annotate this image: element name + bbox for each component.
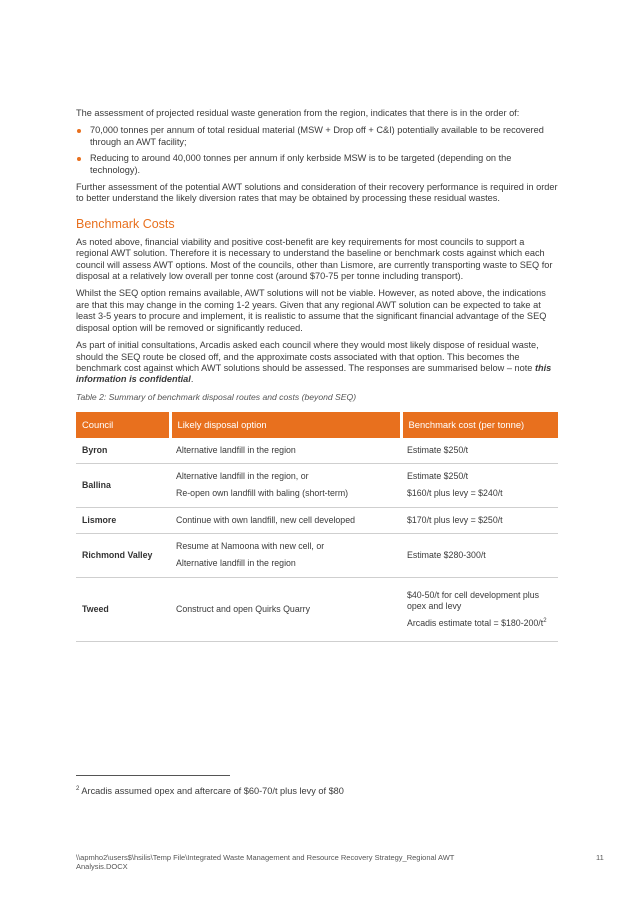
consultation-text: As part of initial consultations, Arcadis asked each council where they would most likely dispose of residual waste, should the SEQ route be closed off, and the approximate costs associated with that option. This becomes the benchmark cost against which AWT solutions should be assessed. The responses are summarised below – note xyxy=(76,340,539,373)
page-number: 11 xyxy=(596,853,604,862)
cost-line xyxy=(407,615,552,632)
bullet-item: Reducing to around 40,000 tonnes per annum if only kerbside MSW is to be targeted (depending on the technology). xyxy=(76,153,558,176)
further-assessment-paragraph: Further assessment of the potential AWT solutions and consideration of their recovery performance is required in order to better understand the likely diversion rates that may be obtained by processing these residual wastes. xyxy=(76,182,558,204)
council-cell: Byron xyxy=(76,438,170,464)
header-council: Council xyxy=(76,412,170,438)
footnote-number: 2 xyxy=(76,785,80,792)
table-header-row xyxy=(76,412,558,438)
intro-paragraph: The assessment of projected residual waste generation from the region, indicates that there is in the order of: xyxy=(76,108,520,118)
option-line: Resume at Namoona with new cell, or xyxy=(176,541,325,552)
benchmark-table xyxy=(76,412,558,642)
benchmark-paragraph: As noted above, financial viability and positive cost-benefit are key requirements for most councils to support a regional AWT solution. Therefore it is necessary to understand the baseline or benchmark costs against which each council will assess AWT options. Most of the councils, other than Lismore, are currently transporting waste to SEQ for disposal at a relatively low overall per tonne cost (around $70-75 per tonne including transport). xyxy=(76,236,553,282)
footnote-text: Arcadis assumed opex and aftercare of $60-70/t plus levy of $80 xyxy=(81,786,344,796)
council-cell: Richmond Valley xyxy=(76,533,170,577)
consultation-paragraph xyxy=(76,340,558,386)
header-benchmark-cost: Benchmark cost (per tonne) xyxy=(401,412,558,438)
option-cell xyxy=(170,533,401,577)
council-cell: Ballina xyxy=(76,463,170,507)
table-row xyxy=(76,507,558,533)
cost-line: $170/t plus levy = $250/t xyxy=(407,514,503,525)
footnote-reference: 2 xyxy=(543,617,547,624)
cost-line: $160/t plus levy = $240/t xyxy=(407,488,503,499)
consultation-end: . xyxy=(190,374,194,385)
cost-line-text: Arcadis estimate total = $180-200/t xyxy=(407,617,544,628)
footer-file-path: \\apmho2\users$\hsilis\Temp File\Integrated Waste Management and Resource Recovery Strategy_Regional AWT Analysis.DOCX xyxy=(76,853,455,871)
header-disposal-option: Likely disposal option xyxy=(170,412,401,438)
table-row xyxy=(76,463,558,507)
cost-cell xyxy=(401,463,558,507)
confidential-note: this information is confidential xyxy=(76,362,552,385)
council-cell: Lismore xyxy=(76,507,170,533)
council-cell: Tweed xyxy=(76,577,170,641)
option-cell xyxy=(170,463,401,507)
table-row xyxy=(76,577,558,641)
option-line: Alternative landfill in the region, or xyxy=(176,471,309,482)
cost-line: Estimate $280-300/t xyxy=(407,549,486,560)
option-line: Alternative landfill in the region xyxy=(176,558,296,569)
option-cell xyxy=(170,507,401,533)
option-line: Construct and open Quirks Quarry xyxy=(176,603,310,614)
option-line: Alternative landfill in the region xyxy=(176,444,296,455)
cost-cell xyxy=(401,533,558,577)
option-line: Continue with own landfill, new cell developed xyxy=(176,514,355,525)
cost-line: Estimate $250/t xyxy=(407,444,469,455)
cost-cell xyxy=(401,507,558,533)
footnote xyxy=(76,786,344,796)
cost-cell xyxy=(401,438,558,464)
table-caption: Table 2: Summary of benchmark disposal routes and costs (beyond SEQ) xyxy=(76,391,357,402)
option-cell xyxy=(170,577,401,641)
bullet-item: 70,000 tonnes per annum of total residual material (MSW + Drop off + C&I) potentially available to be recovered through an AWT facility; xyxy=(76,125,558,148)
table-row xyxy=(76,438,558,464)
option-line: Re-open own landfill with baling (short-term) xyxy=(176,488,349,499)
option-cell xyxy=(170,438,401,464)
cost-line: $40-50/t for cell development plus opex and levy xyxy=(407,589,540,611)
section-heading: Benchmark Costs xyxy=(76,216,175,231)
table-row xyxy=(76,533,558,577)
benchmark-paragraph: Whilst the SEQ option remains available, AWT solutions will not be viable. However, as noted above, the indications are that this may change in the coming 1-2 years. Given that any regional AWT solution can be expected to take at least 3-5 years to procure and implement, it is realistic to assume that the significant financial advantage of the SEQ disposal option will be removed or significantly reduced. xyxy=(76,288,547,333)
waste-bullet-list xyxy=(76,125,558,176)
page-content xyxy=(76,108,558,642)
cost-cell xyxy=(401,577,558,641)
cost-line: Estimate $250/t xyxy=(407,471,469,482)
footnote-divider xyxy=(76,775,230,776)
